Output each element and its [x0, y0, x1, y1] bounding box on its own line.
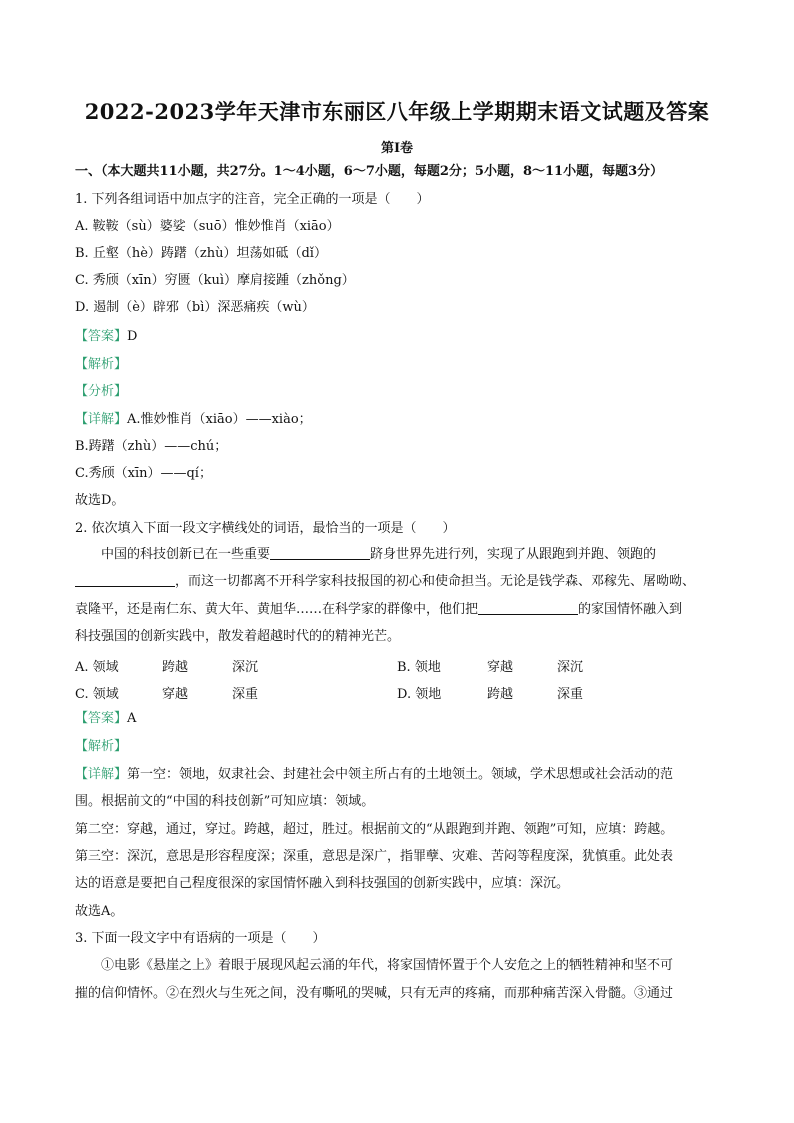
q3-passage-line-1: ①电影《悬崖之上》着眼于展现风起云涌的年代，将家国情怀置于个人安危之上的牺牲精神和坚不可 — [101, 958, 674, 973]
q1-fenxi-tag: 【分析】 — [75, 384, 128, 399]
q2-answer: 【答案】A — [75, 711, 137, 726]
q2-option-a-w3: 深沉 — [232, 660, 259, 675]
q1-detail-2: B.踌躇（zhù）——chú； — [75, 439, 228, 454]
answer-value: D — [127, 329, 138, 344]
q1-option-c: C. 秀颀（xīn）穷匮（kuì）摩肩接踵（zhǒng） — [75, 273, 355, 288]
q2-option-d: D. 领地 — [397, 687, 442, 702]
q2-jiexi-tag: 【解析】 — [75, 739, 128, 754]
q2-option-d-w2: 跨越 — [487, 687, 514, 702]
q2-conclusion: 故选A。 — [75, 904, 124, 919]
answer-tag: 【答案】 — [75, 329, 128, 344]
q2-option-b: B. 领地 — [397, 660, 441, 675]
q2-option-a: A. 领域 — [75, 660, 119, 675]
q2-detail-3: 第二空：穿越，通过，穿过。跨越，超过，胜过。根据前文的“从跟跑到并跑、领跑”可知，应填：跨越。 — [75, 822, 674, 837]
q1-stem: 1. 下列各组词语中加点字的注音，完全正确的一项是（ ） — [75, 192, 430, 207]
blank-1 — [270, 546, 370, 560]
section-heading: 一、（本大题共11小题，共27分。1～4小题，6～7小题，每题2分；5小题，8～11小题，每题3分） — [75, 164, 664, 179]
q2-detail-5: 达的语意是要把自己程度很深的家国情怀融入到科技强国的创新实践中，应填：深沉。 — [75, 876, 570, 891]
q2-option-d-w3: 深重 — [557, 687, 584, 702]
q2-option-c: C. 领域 — [75, 687, 119, 702]
q1-jiexi-tag: 【解析】 — [75, 357, 128, 372]
q2-passage-line-1: 中国的科技创新已在一些重要 跻身世界先进行列，实现了从跟跑到并跑、领跑的 — [101, 547, 657, 562]
volume-heading: 第I卷 — [380, 141, 414, 156]
q1-answer — [75, 328, 137, 346]
q2-option-a-w2: 跨越 — [162, 660, 189, 675]
detail-tag: 【详解】 — [75, 412, 128, 427]
q2-stem: 2. 依次填入下面一段文字横线处的词语，最恰当的一项是（ ） — [75, 521, 456, 536]
q1-option-d: D. 遏制（è）辟邪（bì）深恶痛疾（wù） — [75, 300, 315, 315]
q1-option-b: B. 丘壑（hè）踌躇（zhù）坦荡如砥（dǐ） — [75, 246, 327, 261]
q2-option-c-w2: 穿越 — [162, 687, 189, 702]
q2-passage-line-2: ，而这一切都离不开科学家科技报国的初心和使命担当。无论是钱学森、邓稼先、屠呦呦、 — [75, 573, 695, 591]
q2-detail-4: 第三空：深沉，意思是形容程度深；深重，意思是深广，指罪孽、灾难、苦闷等程度深，犹慎重。此处表 — [75, 849, 674, 864]
q1-detail-1: 【详解】A.惟妙惟肖（xiāo）——xiào； — [75, 412, 312, 427]
q2-option-b-w2: 穿越 — [487, 660, 514, 675]
blank-2 — [75, 573, 175, 587]
q1-detail-3: C.秀颀（xīn）——qí； — [75, 466, 212, 481]
q2-detail-2: 围。根据前文的“中国的科技创新”可知应填：领域。 — [75, 794, 375, 809]
q1-conclusion: 故选D。 — [75, 493, 125, 508]
q1-option-a: A. 鞍鞍（sù）婆娑（suō）惟妙惟肖（xiāo） — [75, 219, 340, 234]
q3-passage-line-2: 摧的信仰情怀。②在烈火与生死之间，没有嘶吼的哭喊，只有无声的疼痛，而那种痛苦深入骨髓。③通过 — [75, 986, 674, 1001]
blank-3 — [478, 601, 578, 615]
page-title: 2022-2023学年天津市东丽区八年级上学期期末语文试题及答案 — [84, 99, 710, 124]
q2-detail-1: 【详解】第一空：领地，奴隶社会、封建社会中领主所占有的土地领土。领域，学术思想或社会活动的范 — [75, 767, 674, 782]
q2-option-c-w3: 深重 — [232, 687, 259, 702]
q2-option-b-w3: 深沉 — [557, 660, 584, 675]
q2-passage-line-4: 科技强国的创新实践中，散发着超越时代的的精神光芒。 — [75, 629, 401, 644]
q2-passage-line-3: 袁隆平，还是南仁东、黄大年、黄旭华……在科学家的群像中，他们把 的家国情怀融入到 — [75, 602, 683, 617]
q3-stem: 3. 下面一段文字中有语病的一项是（ ） — [75, 931, 326, 946]
